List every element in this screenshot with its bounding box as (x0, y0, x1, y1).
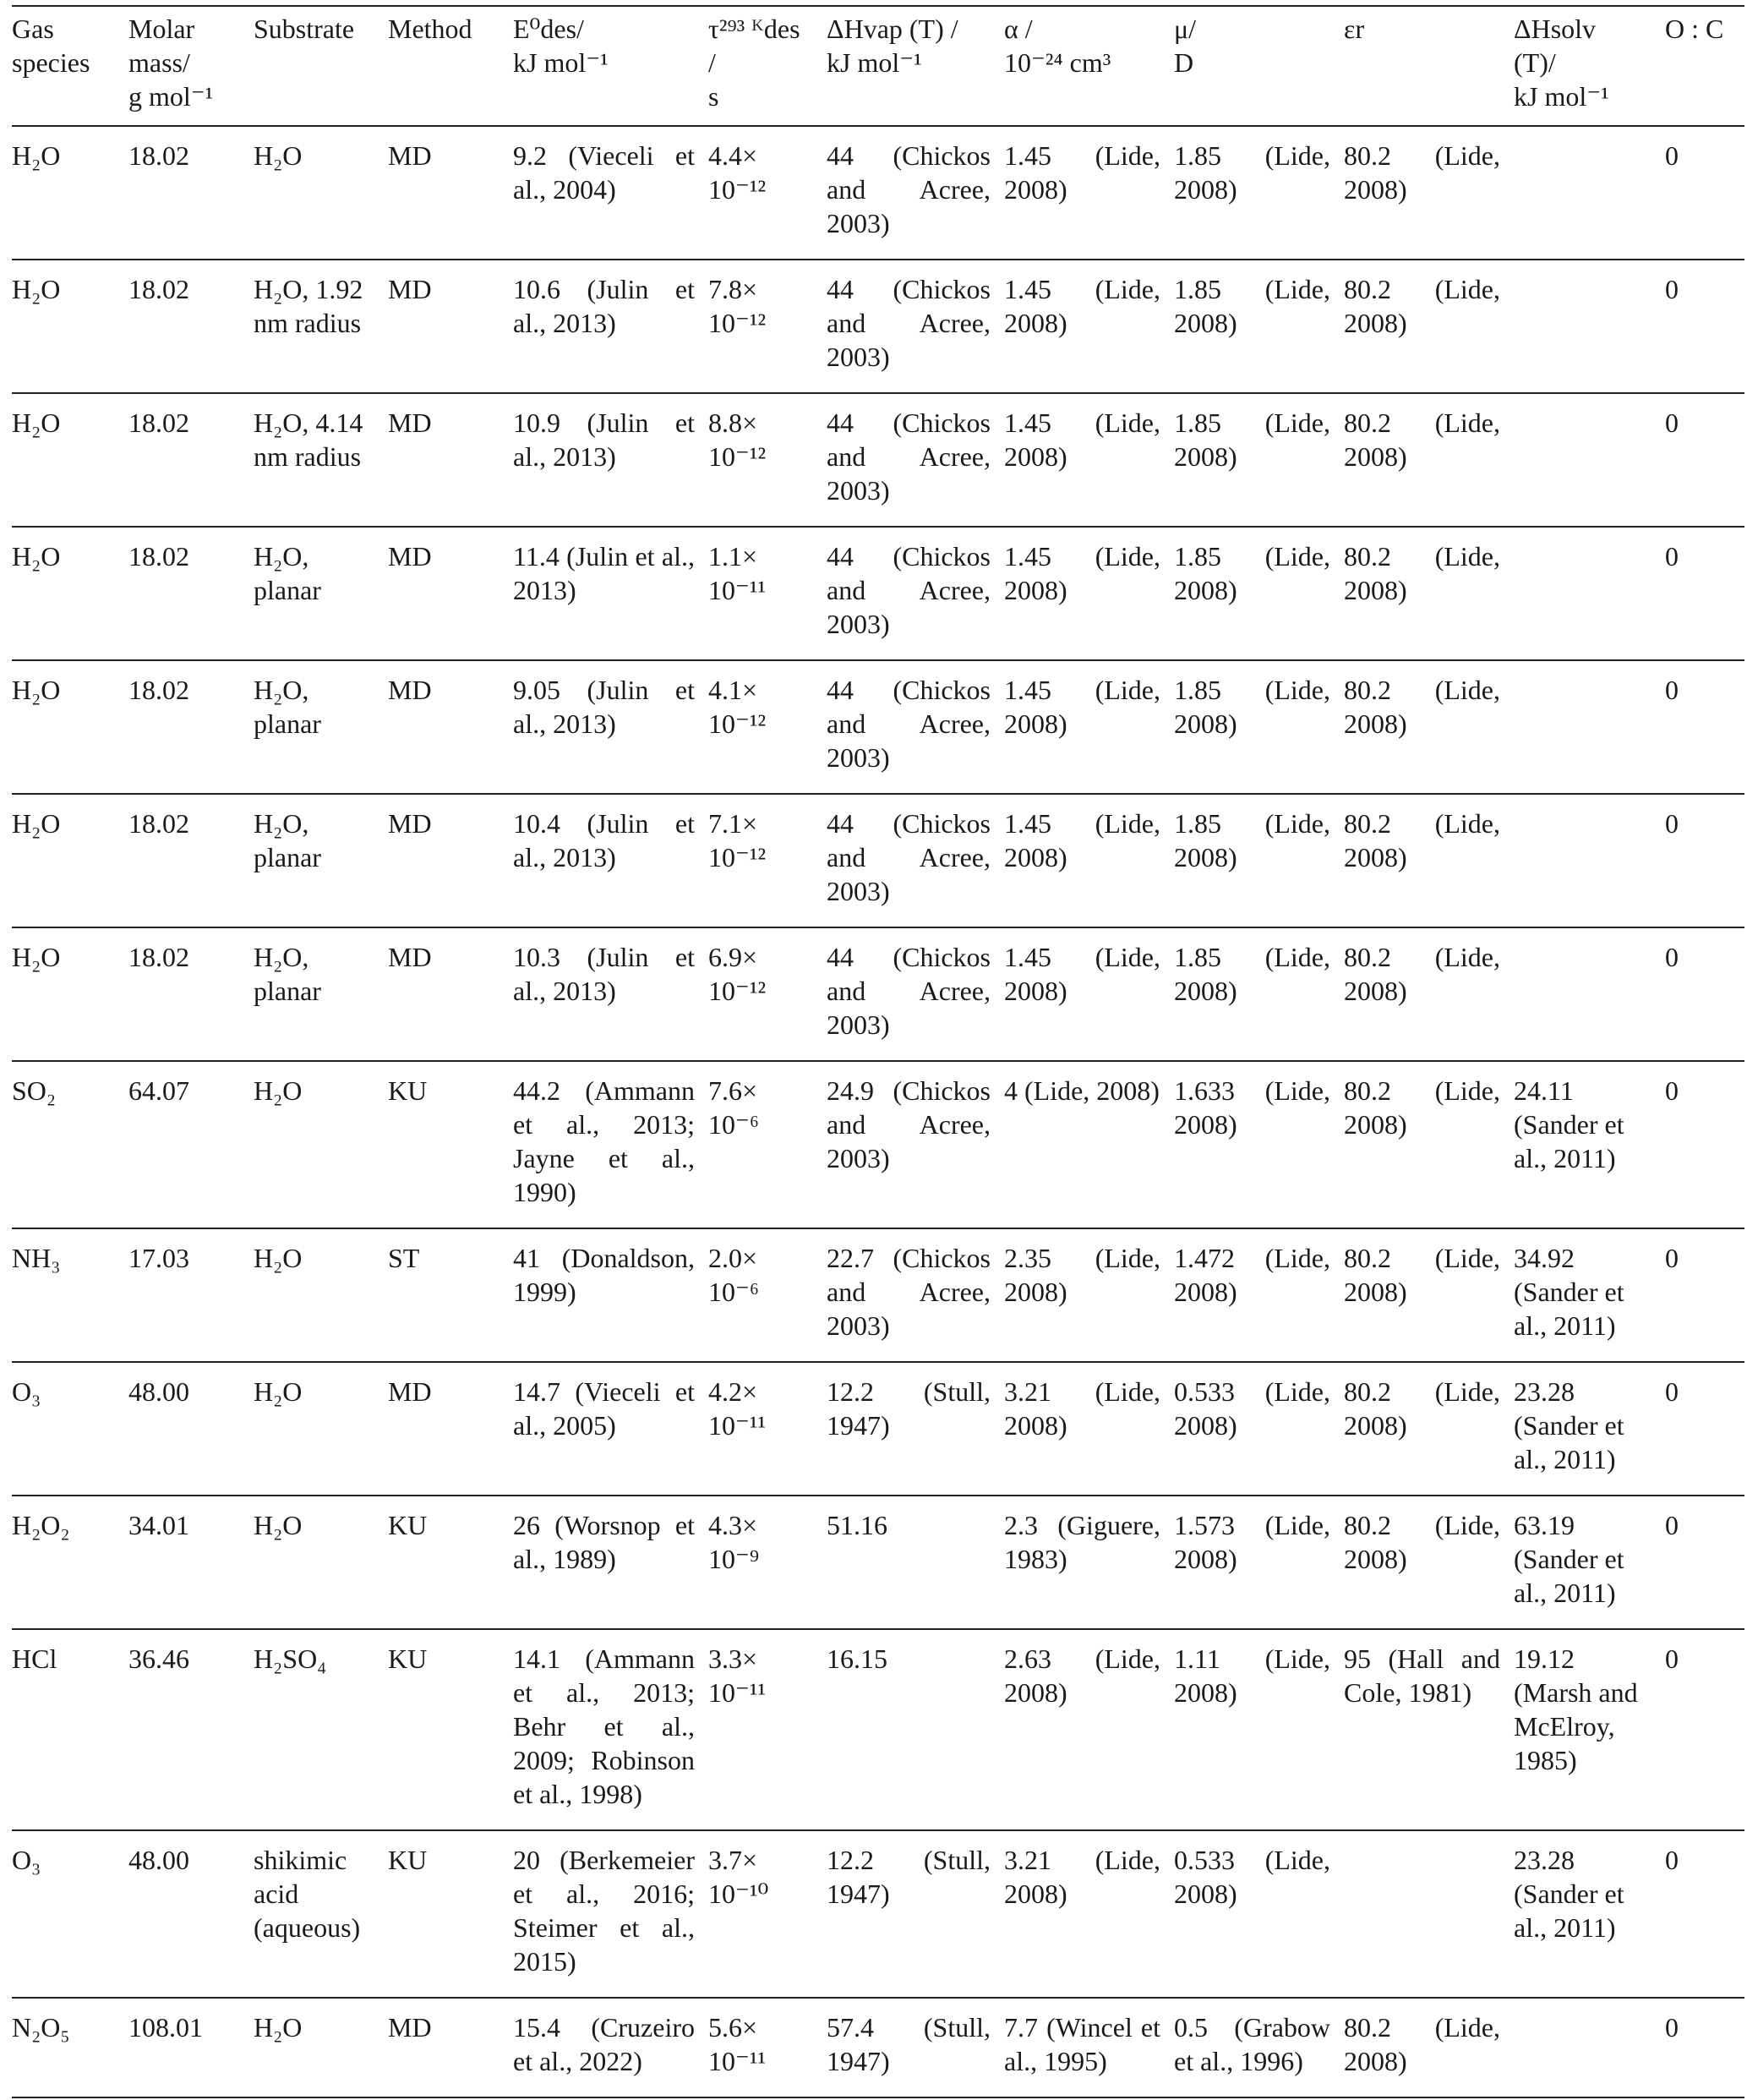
cell-edes: 41 (Donaldson, 1999) (513, 1243, 695, 1307)
table-row (12, 1629, 1744, 1830)
column-header-mm (128, 6, 254, 126)
cell-eps: 80.2 (Lide, 2008) (1344, 675, 1500, 739)
column-header-sub (254, 6, 388, 126)
cell-meth: MD (388, 407, 432, 438)
cell-sub: H₂O, 4.14 nm radius (254, 407, 363, 472)
cell-hsolv: 19.12 (Marsh and McElroy, 1985) (1514, 1643, 1638, 1775)
cell-edes: 9.2 (Vieceli et al., 2004) (513, 140, 695, 205)
cell-oc: 0 (1665, 274, 1679, 304)
cell-edes: 10.3 (Julin et al., 2013) (513, 942, 695, 1006)
cell-edes: 9.05 (Julin et al., 2013) (513, 675, 695, 739)
table-row (12, 527, 1744, 660)
header-line: species (12, 47, 90, 78)
cell-tau: 4.4× 10⁻¹² (708, 140, 767, 205)
header-line: ΔHsolv (1514, 14, 1597, 44)
cell-mu: 1.633 (Lide, 2008) (1174, 1075, 1330, 1140)
cell-mu: 0.533 (Lide, 2008) (1174, 1376, 1330, 1441)
cell-hsolv (1514, 1998, 1665, 2097)
cell-meth: KU (388, 1075, 428, 1106)
cell-hvap: 22.7 (Chickos and Acree, 2003) (827, 1243, 991, 1341)
cell-hvap: 44 (Chickos and Acree, 2003) (827, 675, 991, 773)
cell-gas: H₂O₂ (12, 1510, 70, 1540)
header-line: τ²⁹³ ᴷdes / (708, 14, 800, 78)
cell-hvap: 24.9 (Chickos and Acree, 2003) (827, 1075, 991, 1173)
header-line: Method (388, 14, 472, 44)
cell-hvap: 16.15 (827, 1643, 887, 1674)
cell-sub: H₂O (254, 1243, 303, 1273)
header-line: (T)/ (1514, 47, 1556, 78)
header-line: kJ mol⁻¹ (1514, 81, 1609, 112)
cell-hsolv: 34.92 (Sander et al., 2011) (1514, 1243, 1624, 1341)
cell-alpha: 2.3 (Giguere, 1983) (1004, 1510, 1160, 1574)
table-row (12, 1362, 1744, 1496)
table-row (12, 1061, 1744, 1228)
cell-gas: HCl (12, 1643, 57, 1674)
table-row (12, 1998, 1744, 2097)
table-row (12, 260, 1744, 393)
cell-sub: H₂O, 1.92 nm radius (254, 274, 363, 338)
cell-gas: SO₂ (12, 1075, 57, 1106)
cell-meth: KU (388, 1845, 428, 1875)
cell-oc: 0 (1665, 541, 1679, 571)
cell-tau: 3.3× 10⁻¹¹ (708, 1643, 767, 1708)
cell-hsolv (1514, 794, 1665, 927)
cell-eps: 95 (Hall and Cole, 1981) (1344, 1643, 1500, 1708)
cell-mu: 1.573 (Lide, 2008) (1174, 1510, 1330, 1574)
cell-hsolv (1514, 260, 1665, 393)
cell-alpha: 3.21 (Lide, 2008) (1004, 1845, 1160, 1909)
cell-hsolv: 23.28 (Sander et al., 2011) (1514, 1376, 1624, 1474)
cell-gas: O₃ (12, 1376, 41, 1407)
table-body (12, 126, 1744, 2097)
cell-alpha: 1.45 (Lide, 2008) (1004, 407, 1160, 472)
cell-mm: 18.02 (128, 942, 189, 972)
table-row (12, 1496, 1744, 1629)
cell-eps: 80.2 (Lide, 2008) (1344, 274, 1500, 338)
cell-oc: 0 (1665, 407, 1679, 438)
cell-sub: H₂O (254, 2012, 303, 2043)
cell-oc: 0 (1665, 1510, 1679, 1540)
column-header-meth (388, 6, 513, 126)
cell-mu: 1.85 (Lide, 2008) (1174, 140, 1330, 205)
cell-hsolv: 24.11 (Sander et al., 2011) (1514, 1075, 1624, 1173)
cell-mm: 48.00 (128, 1845, 189, 1875)
cell-meth: KU (388, 1643, 428, 1674)
cell-eps: 80.2 (Lide, 2008) (1344, 808, 1500, 872)
header-line: s (708, 81, 719, 112)
cell-tau: 7.6× 10⁻⁶ (708, 1075, 760, 1140)
cell-eps: 80.2 (Lide, 2008) (1344, 1376, 1500, 1441)
cell-hvap: 44 (Chickos and Acree, 2003) (827, 407, 991, 506)
cell-eps: 80.2 (Lide, 2008) (1344, 1075, 1500, 1140)
cell-alpha: 1.45 (Lide, 2008) (1004, 140, 1160, 205)
header-line: kJ mol⁻¹ (827, 47, 922, 78)
cell-mm: 18.02 (128, 140, 189, 171)
cell-hvap: 57.4 (Stull, 1947) (827, 2012, 991, 2076)
cell-meth: KU (388, 1510, 428, 1540)
cell-tau: 7.1× 10⁻¹² (708, 808, 767, 872)
table-header (12, 6, 1744, 126)
cell-mm: 18.02 (128, 274, 189, 304)
cell-gas: N₂O₅ (12, 2012, 70, 2043)
cell-meth: MD (388, 808, 432, 839)
cell-oc: 0 (1665, 1243, 1679, 1273)
cell-mm: 18.02 (128, 808, 189, 839)
cell-eps (1344, 1830, 1514, 1998)
cell-sub: H₂O (254, 140, 303, 171)
cell-mu: 1.85 (Lide, 2008) (1174, 541, 1330, 605)
cell-mm: 18.02 (128, 541, 189, 571)
cell-hvap: 51.16 (827, 1510, 887, 1540)
cell-mm: 64.07 (128, 1075, 189, 1106)
cell-meth: MD (388, 675, 432, 705)
cell-oc: 0 (1665, 942, 1679, 972)
header-line: α / (1004, 14, 1033, 44)
cell-hsolv (1514, 660, 1665, 794)
cell-meth: MD (388, 2012, 432, 2043)
header-line: kJ mol⁻¹ (513, 47, 609, 78)
table-row (12, 393, 1744, 527)
column-header-tau (708, 6, 827, 126)
cell-mu: 1.85 (Lide, 2008) (1174, 675, 1330, 739)
column-header-oc (1665, 6, 1744, 126)
cell-meth: MD (388, 541, 432, 571)
cell-edes: 26 (Worsnop et al., 1989) (513, 1510, 695, 1574)
cell-alpha: 1.45 (Lide, 2008) (1004, 942, 1160, 1006)
cell-oc: 0 (1665, 1075, 1679, 1106)
cell-eps: 80.2 (Lide, 2008) (1344, 541, 1500, 605)
table-row (12, 794, 1744, 927)
cell-mm: 36.46 (128, 1643, 189, 1674)
cell-oc: 0 (1665, 140, 1679, 171)
cell-tau: 6.9× 10⁻¹² (708, 942, 767, 1006)
cell-tau: 4.3× 10⁻⁹ (708, 1510, 760, 1574)
cell-gas: H₂O (12, 675, 61, 705)
cell-edes: 20 (Berkemeier et al., 2016; Steimer et al., 2015) (513, 1845, 695, 1977)
cell-oc: 0 (1665, 1376, 1679, 1407)
cell-alpha: 2.35 (Lide, 2008) (1004, 1243, 1160, 1307)
table-row (12, 660, 1744, 794)
header-line: Substrate (254, 14, 355, 44)
header-line: E⁰des/ (513, 14, 584, 44)
cell-gas: H₂O (12, 808, 61, 839)
cell-hvap: 44 (Chickos and Acree, 2003) (827, 808, 991, 906)
cell-edes: 14.7 (Vieceli et al., 2005) (513, 1376, 695, 1441)
cell-alpha: 3.21 (Lide, 2008) (1004, 1376, 1160, 1441)
cell-mu: 1.472 (Lide, 2008) (1174, 1243, 1330, 1307)
table-row (12, 1228, 1744, 1362)
cell-eps: 80.2 (Lide, 2008) (1344, 942, 1500, 1006)
cell-sub: H₂O (254, 1376, 303, 1407)
cell-sub: H₂O, planar (254, 675, 321, 739)
cell-hvap: 44 (Chickos and Acree, 2003) (827, 274, 991, 372)
cell-edes: 10.6 (Julin et al., 2013) (513, 274, 695, 338)
cell-oc: 0 (1665, 808, 1679, 839)
cell-gas: NH₃ (12, 1243, 61, 1273)
cell-mu: 1.85 (Lide, 2008) (1174, 808, 1330, 872)
cell-sub: H₂O, planar (254, 942, 321, 1006)
cell-tau: 8.8× 10⁻¹² (708, 407, 767, 472)
cell-eps: 80.2 (Lide, 2008) (1344, 140, 1500, 205)
cell-alpha: 1.45 (Lide, 2008) (1004, 541, 1160, 605)
cell-gas: H₂O (12, 407, 61, 438)
cell-hvap: 12.2 (Stull, 1947) (827, 1376, 991, 1441)
cell-sub: H₂O (254, 1075, 303, 1106)
column-header-gas (12, 6, 128, 126)
cell-mu: 0.533 (Lide, 2008) (1174, 1845, 1330, 1909)
header-row (12, 6, 1744, 126)
cell-hsolv: 63.19 (Sander et al., 2011) (1514, 1510, 1624, 1608)
cell-meth: MD (388, 942, 432, 972)
cell-hsolv: 23.28 (Sander et al., 2011) (1514, 1845, 1624, 1943)
cell-tau: 3.7× 10⁻¹⁰ (708, 1845, 769, 1909)
cell-alpha: 2.63 (Lide, 2008) (1004, 1643, 1160, 1708)
cell-gas: H₂O (12, 541, 61, 571)
header-line: μ/ (1174, 14, 1197, 44)
cell-meth: MD (388, 274, 432, 304)
cell-gas: O₃ (12, 1845, 41, 1875)
header-line: D (1174, 47, 1194, 78)
cell-hsolv (1514, 393, 1665, 527)
cell-alpha: 4 (Lide, 2008) (1004, 1075, 1160, 1106)
cell-hsolv (1514, 527, 1665, 660)
cell-tau: 4.2× 10⁻¹¹ (708, 1376, 767, 1441)
header-line: εr (1344, 14, 1365, 44)
cell-oc: 0 (1665, 2012, 1679, 2043)
cell-hvap: 44 (Chickos and Acree, 2003) (827, 541, 991, 639)
cell-eps: 80.2 (Lide, 2008) (1344, 2012, 1500, 2076)
header-line: 10⁻²⁴ cm³ (1004, 47, 1111, 78)
cell-alpha: 1.45 (Lide, 2008) (1004, 808, 1160, 872)
cell-alpha: 1.45 (Lide, 2008) (1004, 274, 1160, 338)
cell-oc: 0 (1665, 1643, 1679, 1674)
column-header-alpha (1004, 6, 1174, 126)
cell-mm: 18.02 (128, 407, 189, 438)
cell-tau: 5.6× 10⁻¹¹ (708, 2012, 767, 2076)
header-line: Molar (128, 14, 195, 44)
cell-edes: 11.4 (Julin et al., 2013) (513, 541, 695, 605)
cell-mm: 17.03 (128, 1243, 189, 1273)
cell-gas: H₂O (12, 140, 61, 171)
cell-gas: H₂O (12, 274, 61, 304)
cell-meth: MD (388, 1376, 432, 1407)
cell-alpha: 7.7 (Wincel et al., 1995) (1004, 2012, 1160, 2076)
header-line: Gas (12, 14, 54, 44)
cell-eps: 80.2 (Lide, 2008) (1344, 1243, 1500, 1307)
cell-sub: H₂O, planar (254, 808, 321, 872)
column-header-mu (1174, 6, 1344, 126)
table-row (12, 927, 1744, 1061)
cell-mu: 1.85 (Lide, 2008) (1174, 407, 1330, 472)
cell-sub: H₂O, planar (254, 541, 321, 605)
table-row (12, 126, 1744, 260)
header-line: g mol⁻¹ (128, 81, 214, 112)
cell-hsolv (1514, 126, 1665, 260)
cell-tau: 2.0× 10⁻⁶ (708, 1243, 760, 1307)
header-line: O : C (1665, 14, 1724, 44)
cell-mu: 1.85 (Lide, 2008) (1174, 274, 1330, 338)
cell-hvap: 12.2 (Stull, 1947) (827, 1845, 991, 1909)
cell-hvap: 44 (Chickos and Acree, 2003) (827, 942, 991, 1040)
column-header-hsolv (1514, 6, 1665, 126)
data-table (12, 5, 1744, 2098)
cell-edes: 10.9 (Julin et al., 2013) (513, 407, 695, 472)
cell-mu: 1.11 (Lide, 2008) (1174, 1643, 1330, 1708)
table-row (12, 1830, 1744, 1998)
cell-sub: H₂SO₄ (254, 1643, 327, 1674)
cell-tau: 7.8× 10⁻¹² (708, 274, 767, 338)
cell-tau: 4.1× 10⁻¹² (708, 675, 767, 739)
cell-mu: 1.85 (Lide, 2008) (1174, 942, 1330, 1006)
cell-mm: 48.00 (128, 1376, 189, 1407)
cell-eps: 80.2 (Lide, 2008) (1344, 1510, 1500, 1574)
column-header-eps (1344, 6, 1514, 126)
cell-edes: 10.4 (Julin et al., 2013) (513, 808, 695, 872)
cell-sub: shikimic acid (aqueous) (254, 1845, 361, 1943)
header-line: ΔHvap (T) / (827, 14, 958, 44)
cell-mm: 34.01 (128, 1510, 189, 1540)
cell-meth: MD (388, 140, 432, 171)
cell-alpha: 1.45 (Lide, 2008) (1004, 675, 1160, 739)
cell-edes: 15.4 (Cruzeiro et al., 2022) (513, 2012, 695, 2076)
cell-edes: 14.1 (Ammann et al., 2013; Behr et al., 2009; Robinson et al., 1998) (513, 1643, 695, 1809)
cell-hvap: 44 (Chickos and Acree, 2003) (827, 140, 991, 238)
cell-oc: 0 (1665, 1845, 1679, 1875)
cell-edes: 44.2 (Ammann et al., 2013; Jayne et al., 1990) (513, 1075, 695, 1207)
cell-mm: 108.01 (128, 2012, 203, 2043)
cell-meth: ST (388, 1243, 420, 1273)
cell-sub: H₂O (254, 1510, 303, 1540)
cell-gas: H₂O (12, 942, 61, 972)
column-header-hvap (827, 6, 1004, 126)
cell-eps: 80.2 (Lide, 2008) (1344, 407, 1500, 472)
cell-tau: 1.1× 10⁻¹¹ (708, 541, 767, 605)
cell-mu: 0.5 (Grabow et al., 1996) (1174, 2012, 1330, 2076)
header-line: mass/ (128, 47, 190, 78)
cell-oc: 0 (1665, 675, 1679, 705)
cell-hsolv (1514, 927, 1665, 1061)
column-header-edes (513, 6, 708, 126)
cell-mm: 18.02 (128, 675, 189, 705)
